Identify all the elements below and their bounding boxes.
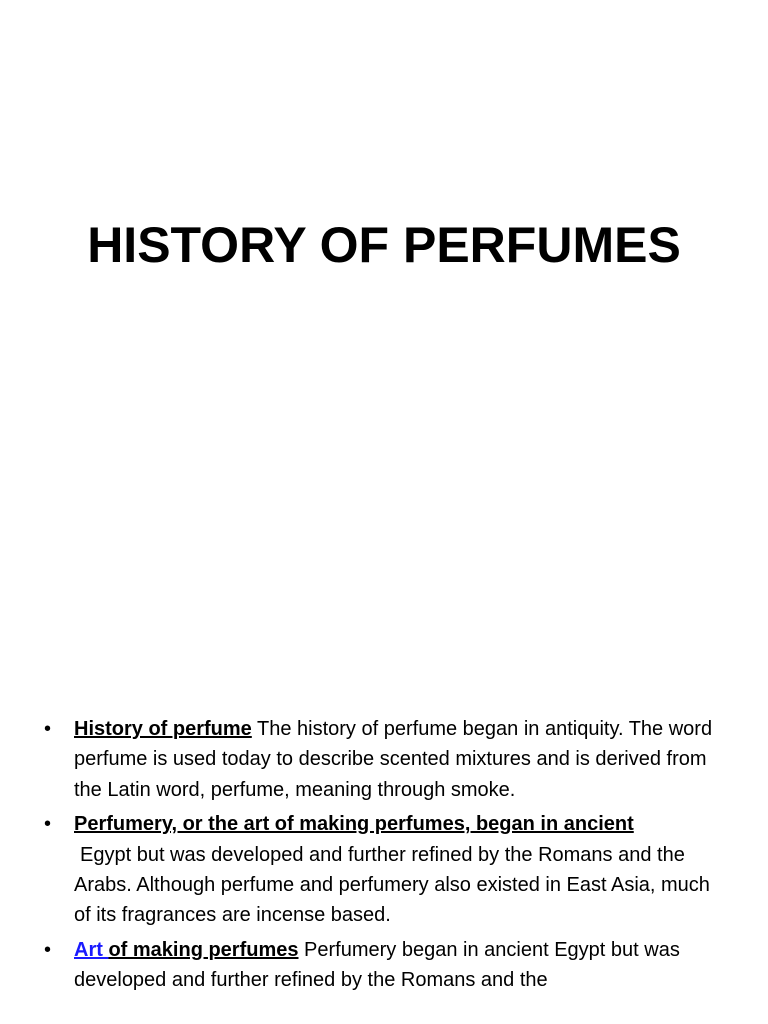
bullet-item-history <box>0 714 768 805</box>
bullet-lead-perfumery: Perfumery, or the art of making perfumes, began in ancient <box>74 813 634 836</box>
bullet-item-perfumery <box>0 809 768 931</box>
bullet-list <box>0 714 768 1000</box>
bullet-marker-icon: • <box>44 718 52 740</box>
bullet-marker-icon: • <box>44 813 52 836</box>
bullet-text-perfumery: Egypt but was developed and further refined by the Romans and the Arabs. Although perfume and perfumery also existed in East Asia, much of its fragrances are incense based. <box>74 843 710 927</box>
bullet-marker-icon: • <box>44 938 52 961</box>
bullet-lead-history: History of perfume <box>74 718 252 740</box>
bullet-item-art <box>0 935 768 996</box>
art-link[interactable]: Art <box>74 938 109 961</box>
bullet-text-history: The history of perfume began in antiquity. The word perfume is used today to describe scented mixtures and is derived from the Latin word, perfume, meaning through smoke. <box>74 718 713 801</box>
bullet-text-art: Perfumery began in ancient Egypt but was developed and further refined by the Romans and the <box>74 938 680 992</box>
slide-title: HISTORY OF PERFUMES <box>87 217 681 273</box>
bullet-lead-art: of making perfumes <box>108 938 299 961</box>
